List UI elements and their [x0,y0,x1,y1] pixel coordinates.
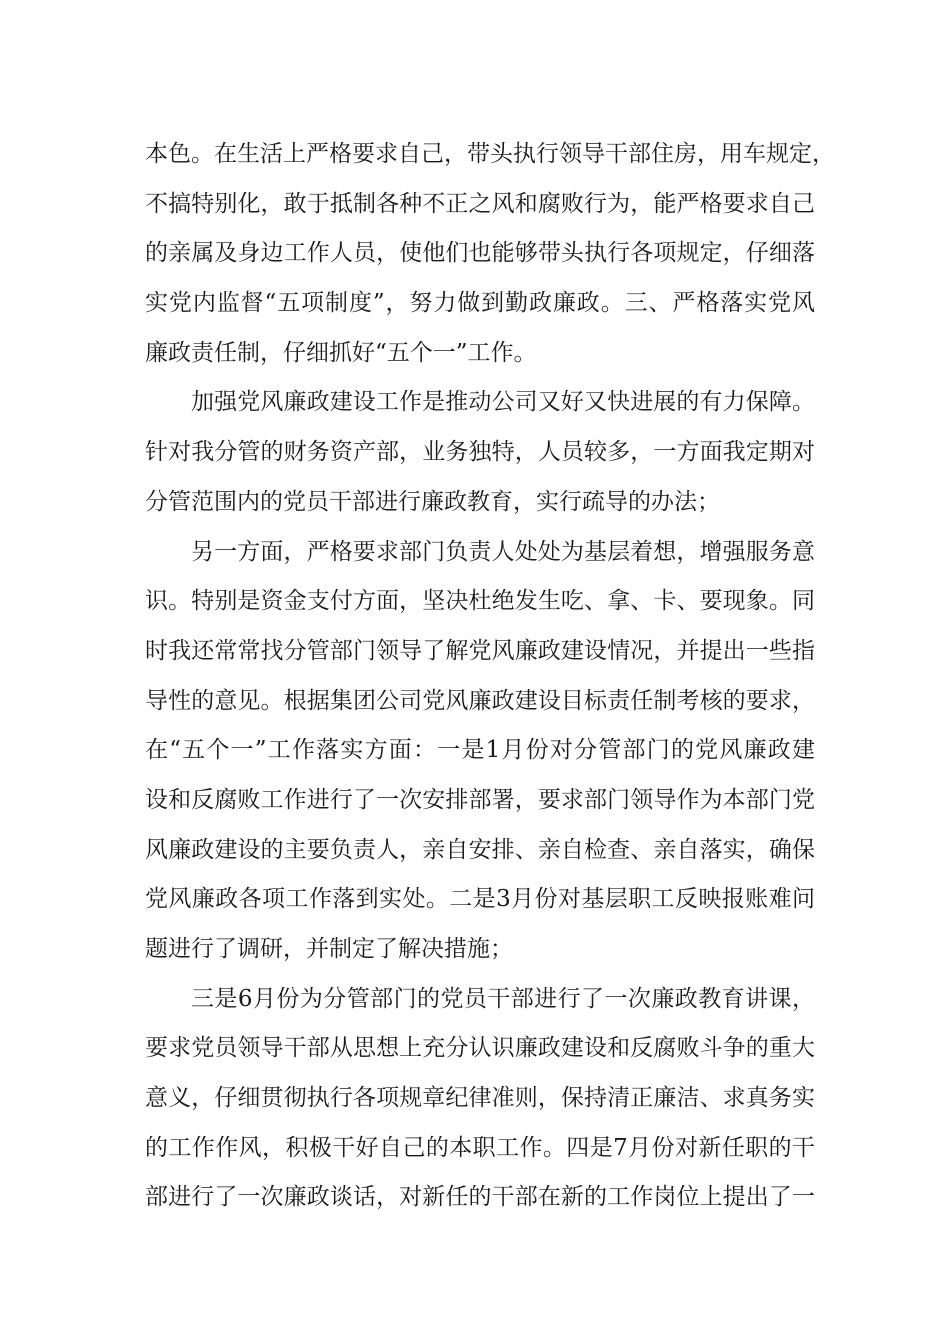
text-line: 不搞特别化，敢于抵制各种不正之风和腐败行为，能严格要求自己 [145,190,815,217]
text-line: 要求党员领导干部从思想上充分认识廉政建设和反腐败斗争的重大 [145,1035,815,1062]
text-line: 题进行了调研，并制定了解决措施； [145,936,513,962]
text-line: 识。特别是资金支付方面，坚决杜绝发生吃、拿、卡、要现象。同 [145,588,815,615]
text-line: 针对我分管的财务资产部，业务独特，人员较多，一方面我定期对 [145,439,815,466]
text-line: 党风廉政各项工作落到实处。二是3月份对基层职工反映报账难问 [145,886,815,913]
text-line: 另一方面，严格要求部门负责人处处为基层着想，增强服务意 [191,538,815,565]
text-line: 分管范围内的党员干部进行廉政教育，实行疏导的办法； [145,488,720,515]
text-line: 意义，仔细贯彻执行各项规章纪律准则，保持清正廉洁、求真务实 [145,1085,815,1112]
text-line: 导性的意见。根据集团公司党风廉政建设目标责任制考核的要求， [145,687,815,714]
text-line: 时我还常常找分管部门领导了解党风廉政建设情况，并提出一些指 [145,637,815,664]
text-line: 设和反腐败工作进行了一次安排部署，要求部门领导作为本部门党 [145,786,815,813]
text-line: 的亲属及身边工作人员，使他们也能够带头执行各项规定，仔细落 [145,240,815,267]
text-line: 加强党风廉政建设工作是推动公司又好又快进展的有力保障。 [191,389,815,416]
text-line: 的工作作风，积极干好自己的本职工作。四是7月份对新任职的干 [145,1134,815,1161]
text-line: 风廉政建设的主要负责人，亲自安排、亲自检查、亲自落实，确保 [145,836,815,863]
text-line: 三是6月份为分管部门的党员干部进行了一次廉政教育讲课， [191,985,815,1012]
document-body [145,130,835,1223]
text-line: 实党内监督“五项制度”，努力做到勤政廉政。三、严格落实党风 [145,290,815,317]
text-line: 本色。在生活上严格要求自己，带头执行领导干部住房，用车规定， [145,141,835,167]
text-line: 部进行了一次廉政谈话，对新任的干部在新的工作岗位上提出了一 [145,1184,815,1211]
text-line: 在“五个一”工作落实方面：一是1月份对分管部门的党风廉政建 [145,737,815,764]
text-line: 廉政责任制，仔细抓好“五个一”工作。 [145,339,537,366]
